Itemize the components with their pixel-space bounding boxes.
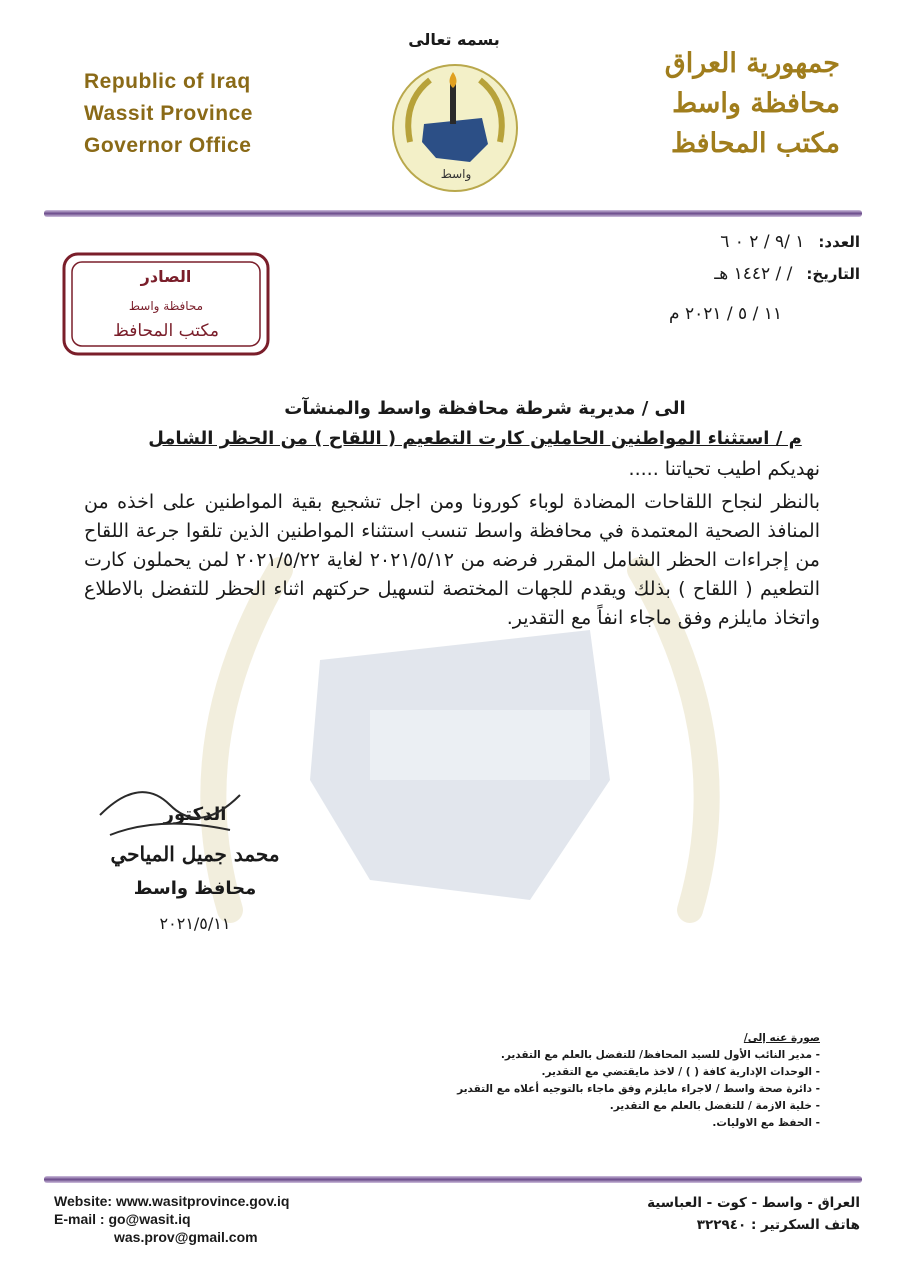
website-link[interactable]: Website: www.wasitprovince.gov.iq: [54, 1193, 290, 1209]
cc-item: - الحفظ مع الاوليات.: [712, 1117, 820, 1129]
english-line-office: Governor Office: [84, 134, 252, 157]
stamp-line1: محافظة واسط: [128, 299, 204, 313]
subject: م / استثناء المواطنين الحاملين كارت التطعيم ( اللقاح ) من الحظر الشامل: [148, 428, 802, 449]
wasit-emblem-icon: [390, 62, 520, 194]
signature-date: ٢٠٢١/٥/١١: [159, 914, 231, 933]
reference-number: [720, 232, 860, 252]
gregorian-date: [669, 304, 796, 324]
cc-list: [260, 1030, 820, 1132]
footer-address: [647, 1192, 860, 1236]
arabic-header: [590, 44, 840, 164]
basmala: بسمه تعالى: [408, 30, 500, 49]
cc-item: - مدير النائب الأول للسيد المحافظ/ للتفضل بالعلم مع التقدير.: [500, 1049, 820, 1061]
addressee: الى / مديرية شرطة محافظة واسط والمنشآت: [284, 398, 686, 419]
hijri-date-value: / / ١٤٤٢ هـ: [714, 264, 793, 284]
cc-heading: صورة عنه إلى/: [743, 1032, 820, 1044]
cc-item: - دائرة صحة واسط / لاجراء مايلزم وفق ماجاء بالتوجيه أعلاه مع التقدير: [457, 1083, 820, 1095]
arabic-line-province: محافظة واسط: [672, 88, 840, 119]
gregorian-date-value: ١١ / ٥ / ٢٠٢١ م: [669, 304, 782, 324]
footer-contacts: [54, 1192, 289, 1246]
signatory-position: محافظ واسط: [133, 878, 257, 899]
cc-item: - خلية الازمة / للتفضل بالعلم مع التقدير.: [609, 1100, 820, 1112]
english-line-republic: Republic of Iraq: [84, 70, 251, 93]
signatory-name: محمد جميل المياحي: [110, 842, 280, 866]
date-label: التاريخ:: [806, 265, 860, 283]
greeting: نهديكم اطيب تحياتنا .....: [628, 458, 820, 480]
signature-title: الدكتور: [163, 804, 227, 825]
number-value: ١ /٩ / ٢ ٠ ٦: [720, 232, 805, 252]
cc-item: - الوحدات الإدارية كافة ( ) / لاخذ مايقتضي مع التقدير.: [541, 1066, 820, 1078]
english-line-province: Wassit Province: [84, 102, 253, 125]
address-text: العراق - واسط - كوت - العباسية: [647, 1195, 860, 1211]
stamp-frame-icon: [60, 250, 272, 358]
emblem-text: واسط: [440, 167, 472, 181]
footer-divider: [44, 1176, 862, 1183]
hijri-date: [714, 264, 860, 284]
email-link-secondary[interactable]: was.prov@gmail.com: [114, 1229, 258, 1245]
outgoing-stamp: [60, 250, 272, 358]
email-link[interactable]: E-mail : go@wasit.iq: [54, 1211, 191, 1227]
letter-body: بالنظر لنجاح اللقاحات المضادة لوباء كورونا ومن اجل تشجيع بقية المواطنين على اخذه من المنافذ الصحية المعتمدة في محافظة واسط تنسب استثناء المواطنين الذين تلقوا جرعة اللقاح من إجراءات الحظر الشامل المقرر فرضه من ٢٠٢١/٥/١٢ لغاية ٢٠٢١/٥/٢٢ لمن يحملون كارت التطعيم ( اللقاح ) بذلك ويقدم للجهات المختصة لتسهيل حركتهم اثناء الحظر للتفضل بالاطلاع واتخاذ مايلزم وفق ماجاء انفاً مع التقدير.: [84, 491, 820, 629]
english-header: [84, 66, 253, 162]
phone-text: هاتف السكرتير : ٣٢٢٩٤٠: [696, 1217, 860, 1233]
number-label: العدد:: [818, 233, 860, 251]
stamp-line2: مكتب المحافظ: [113, 321, 219, 341]
arabic-line-republic: جمهورية العراق: [664, 48, 840, 79]
arabic-line-office: مكتب المحافظ: [671, 128, 840, 159]
stamp-top-text: الصادر: [140, 267, 192, 286]
header-divider: [44, 210, 862, 217]
